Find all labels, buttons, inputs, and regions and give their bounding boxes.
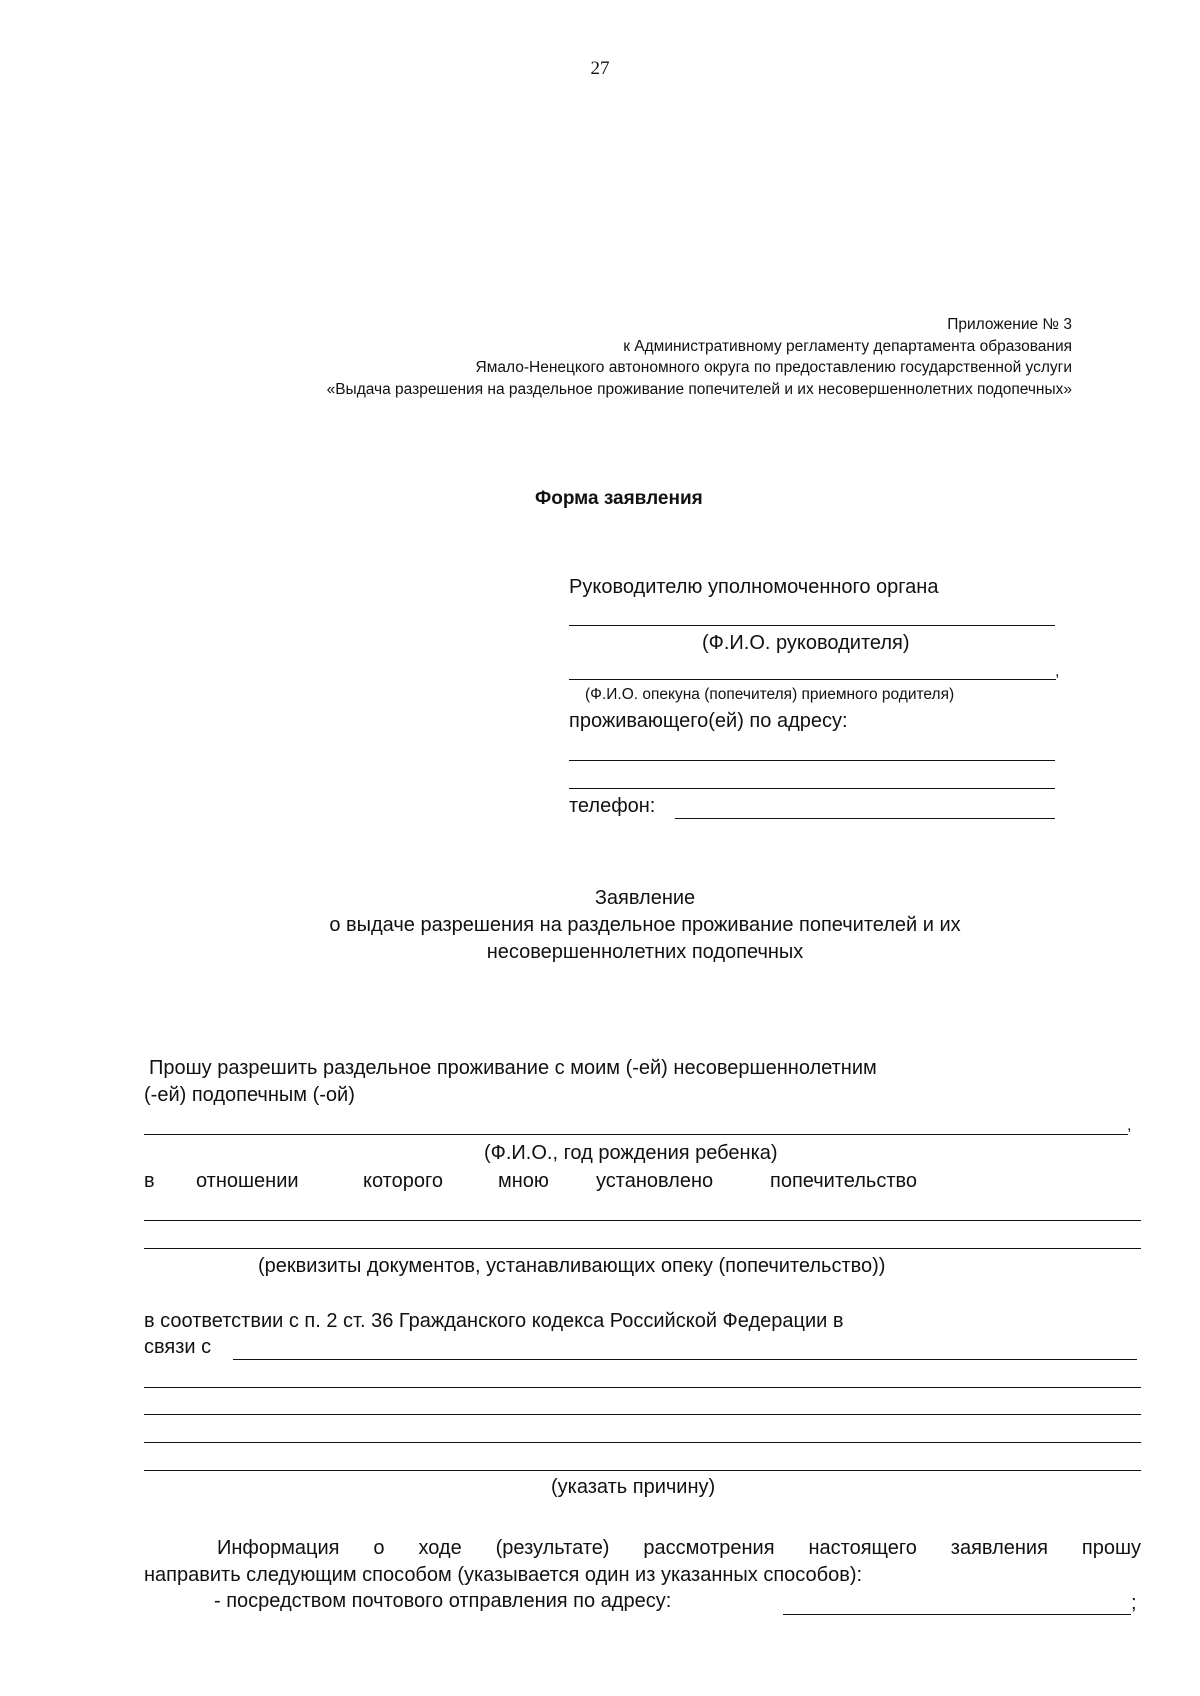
relation-word-5: установлено	[596, 1170, 714, 1192]
statement-title: Заявление	[594, 887, 696, 909]
reason-field-5[interactable]	[144, 1470, 1141, 1471]
reason-caption: (указать причину)	[551, 1476, 716, 1498]
request-text-2: (-ей) подопечным (-ой)	[144, 1084, 355, 1106]
phone-field[interactable]	[675, 818, 1055, 819]
post-address-field[interactable]	[783, 1614, 1131, 1615]
relation-word-1: в	[144, 1170, 155, 1192]
post-option-label: - посредством почтового отправления по адресу:	[214, 1590, 672, 1612]
appendix-region: Ямало-Ненецкого автономного округа по предоставлению государственной услуги	[475, 359, 1072, 376]
guardian-fio-caption: (Ф.И.О. опекуна (попечителя) приемного родителя)	[585, 686, 955, 703]
guardian-fio-field[interactable]	[569, 679, 1056, 680]
relation-word-4: мною	[498, 1170, 549, 1192]
head-fio-caption: (Ф.И.О. руководителя)	[702, 632, 910, 654]
reason-field-2[interactable]	[144, 1387, 1141, 1388]
child-fio-caption: (Ф.И.О., год рождения ребенка)	[484, 1142, 778, 1164]
relation-word-2: отношении	[196, 1170, 299, 1192]
residing-label: проживающего(ей) по адресу:	[569, 710, 848, 732]
statement-subtitle-2: несовершеннолетних подопечных	[486, 941, 804, 963]
reason-field-3[interactable]	[144, 1414, 1141, 1415]
child-fio-comma: ,	[1127, 1117, 1132, 1134]
address-field-2[interactable]	[569, 788, 1055, 789]
address-field-1[interactable]	[569, 760, 1055, 761]
info-text-1: Информация о ходе (результате) рассмотрения настоящего заявления прошу	[217, 1537, 1141, 1559]
page-number: 27	[590, 58, 610, 79]
post-option-semicolon: ;	[1131, 1592, 1137, 1614]
request-text-1: Прошу разрешить раздельное проживание с моим (-ей) несовершеннолетним	[149, 1057, 877, 1079]
info-text-2: направить следующим способом (указывается один из указанных способов):	[144, 1564, 863, 1586]
guardian-fio-comma: ,	[1055, 663, 1060, 680]
appendix-number: Приложение № 3	[947, 316, 1072, 333]
addressee-label: Руководителю уполномоченного органа	[569, 576, 939, 598]
statement-subtitle-1: о выдаче разрешения на раздельное проживание попечителей и их	[329, 914, 961, 936]
appendix-regulation: к Административному регламенту департамента образования	[623, 337, 1072, 355]
head-fio-field[interactable]	[569, 625, 1055, 626]
guardianship-field-2[interactable]	[144, 1248, 1141, 1249]
appendix-service-name: «Выдача разрешения на раздельное проживание попечителей и их несовершеннолетних подопечных»	[326, 380, 1072, 398]
appendix-header	[72, 314, 1072, 400]
form-title: Форма заявления	[535, 488, 703, 509]
law-text-1: в соответствии с п. 2 ст. 36 Гражданского кодекса Российской Федерации в	[144, 1310, 844, 1332]
docs-caption: (реквизиты документов, устанавливающих опеку (попечительство))	[258, 1255, 886, 1277]
law-text-2: связи с	[144, 1336, 212, 1358]
phone-label: телефон:	[569, 795, 656, 817]
reason-field-4[interactable]	[144, 1442, 1141, 1443]
relation-word-3: которого	[363, 1170, 443, 1192]
reason-field-1[interactable]	[233, 1359, 1137, 1360]
child-fio-field[interactable]	[144, 1134, 1128, 1135]
relation-word-6: попечительство	[770, 1170, 918, 1192]
guardianship-field-1[interactable]	[144, 1220, 1141, 1221]
